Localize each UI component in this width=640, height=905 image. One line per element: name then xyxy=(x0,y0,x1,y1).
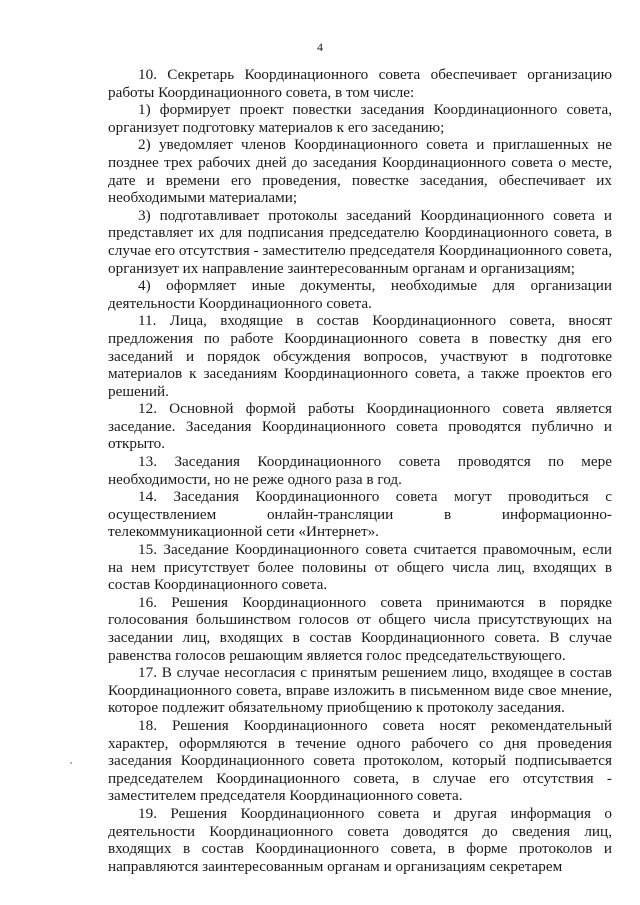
paragraph-10-3: 3) подготавливает протоколы заседаний Координационного совета и представляет их для подписания председателю Координационного совета, в случае его отсутствия - заместителю председателя Координационного совета, организует их направление заинтересованным органам и организациям; xyxy=(108,206,612,277)
paragraph-13: 13. Заседания Координационного совета проводятся по мере необходимости, но не реже одного раза в год. xyxy=(108,453,612,488)
paragraph-10-4: 4) оформляет иные документы, необходимые для организации деятельности Координационного совета. xyxy=(108,277,612,312)
paragraph-12: 12. Основной формой работы Координационного совета является заседание. Заседания Координационного совета проводятся публично и открыто. xyxy=(108,400,612,453)
paragraph-10: 10. Секретарь Координационного совета обеспечивает организацию работы Координационного совета, в том числе: xyxy=(108,66,612,101)
paragraph-16: 16. Решения Координационного совета принимаются в порядке голосования большинством голосов от общего числа присутствующих на заседании лиц, входящих в состав Координационного совета. В случае равенства голосов решающим является голос председательствующего. xyxy=(108,593,612,664)
paragraph-10-1: 1) формирует проект повестки заседания Координационного совета, организует подготовку материалов к его заседанию; xyxy=(108,101,612,136)
paragraph-18: 18. Решения Координационного совета носят рекомендательный характер, оформляются в течение одного рабочего со дня проведения заседания Координационного совета протоколом, который подписывается председателем Координационного совета, в случае его отсутствия - заместителем председателя Координационного совета. xyxy=(108,716,612,805)
paragraph-19: 19. Решения Координационного совета и другая информация о деятельности Координационного совета доводятся до сведения лиц, входящих в состав Координационного совета, в форме протоколов и направляются заинтересованным органам и организациям секретарем xyxy=(108,804,612,875)
scan-speck xyxy=(70,762,72,764)
document-body xyxy=(108,66,612,875)
paragraph-14: 14. Заседания Координационного совета могут проводиться с осуществлением онлайн-трансляции в информационно-телекоммуникационной сети «Интернет». xyxy=(108,488,612,541)
paragraph-17: 17. В случае несогласия с принятым решением лицо, входящее в состав Координационного совета, вправе изложить в письменном виде свое мнение, которое подлежит обязательному приобщению к протоколу заседания. xyxy=(108,664,612,717)
paragraph-15: 15. Заседание Координационного совета считается правомочным, если на нем присутствует более половины от общего числа лиц, входящих в состав Координационного совета. xyxy=(108,541,612,594)
paragraph-10-2: 2) уведомляет членов Координационного совета и приглашенных не позднее трех рабочих дней до заседания Координационного совета о месте, дате и времени его проведения, повестке заседания, обеспечивает их необходимыми материалами; xyxy=(108,136,612,207)
page-number: 4 xyxy=(317,40,323,54)
paragraph-11: 11. Лица, входящие в состав Координационного совета, вносят предложения по работе Координационного совета в повестку дня его заседаний и порядок обсуждения вопросов, участвуют в подготовке материалов к заседаниям Координационного совета, а также проектов его решений. xyxy=(108,312,612,400)
